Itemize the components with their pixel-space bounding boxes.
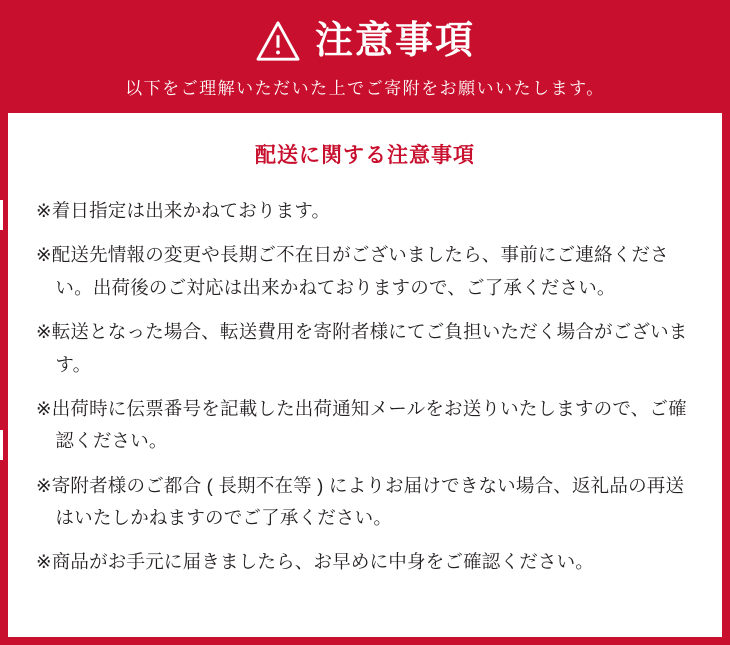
- header-subtitle: 以下をご理解いただいた上でご寄附をお願いいたします。: [125, 79, 605, 98]
- list-item: ※商品がお手元に届きましたら、お早めに中身をご確認ください。: [36, 551, 595, 573]
- list-item: ※出荷時に伝票番号を記載した出荷通知メールをお送りいたしますので、ご確認ください。: [36, 397, 687, 452]
- notice-list: [36, 195, 694, 579]
- page-title: 注意事項: [314, 20, 475, 62]
- section-title: 配送に関する注意事項: [255, 144, 475, 167]
- list-item: ※配送先情報の変更や長期ご不在日がございましたら、事前にご連絡ください。出荷後のご対応は出来かねておりますので、ご了承ください。: [36, 244, 669, 298]
- header-title-row: [0, 20, 730, 62]
- list-item: ※転送となった場合、転送費用を寄附者様にてご負担いただく場合がございます。: [36, 321, 688, 375]
- notice-body-panel: [8, 113, 722, 637]
- list-item: ※寄附者様のご都合 ( 長期不在等 ) によりお届けできない場合、返礼品の再送はいたしかねますのでご了承ください。: [36, 474, 685, 528]
- edge-mark-top: [0, 200, 3, 230]
- warning-triangle-icon: [255, 20, 301, 62]
- notice-header: [0, 0, 730, 113]
- list-item: ※着日指定は出来かねております。: [36, 200, 331, 221]
- edge-mark-bottom: [0, 430, 3, 460]
